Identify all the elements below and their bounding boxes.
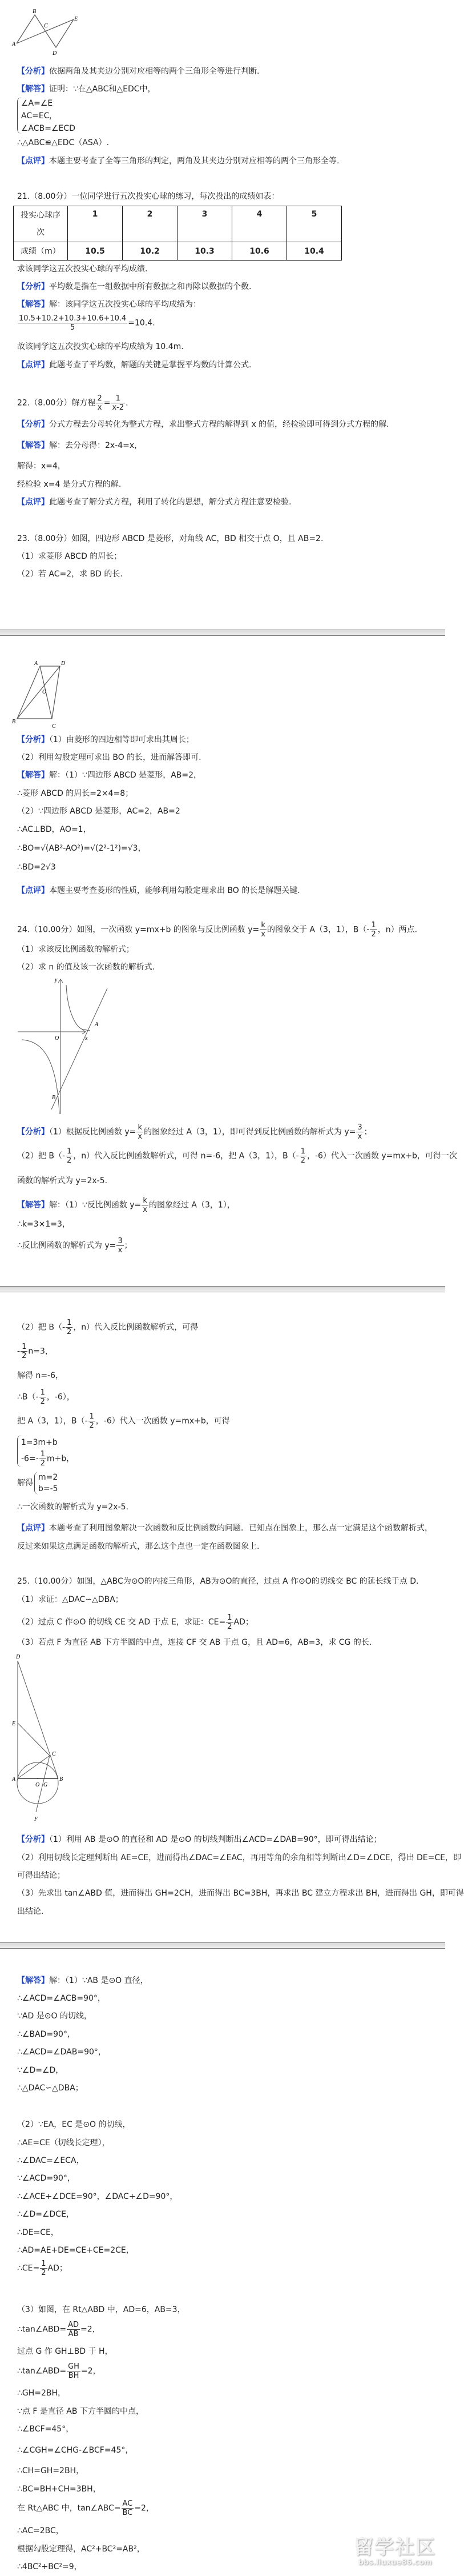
page-separator	[0, 1942, 445, 1949]
q25-part2: （2）过点 C 作⊙O 的切线 CE 交 AD 于点 E，求证：CE= $\frac{1}{2}$ AD；	[17, 1613, 253, 1631]
q23-analysis-2: （2）利用勾股定理可求出 BO 的长，进而解答即可.	[17, 753, 201, 762]
svg-text:D: D	[16, 1654, 21, 1660]
q25-final-equation: ∴4BC²+BC²=9，	[17, 2562, 82, 2571]
table-cell: 10.4	[287, 242, 342, 261]
q24-part1: （1）求该反比例函数的解析式；	[17, 945, 134, 954]
q25-step: （2）∵EA，EC 是⊙O 的切线，	[17, 2120, 131, 2129]
q25-step: ∴∠CGH=∠CHG-∠BCF=45°，	[17, 2446, 134, 2455]
q23-rhombus-figure	[10, 657, 73, 731]
table-row	[14, 242, 342, 261]
q25-analysis-3b: 出结论.	[17, 1907, 44, 1916]
q25-circle-figure	[10, 1654, 73, 1831]
q23-step: ∴BD=2√3	[17, 863, 56, 872]
svg-text:B: B	[33, 9, 37, 15]
q25-part3: （3）若点 F 为直径 AB 下方半圆的中点，连接 CF 交 AB 于点 G，且 AD=6，AB=3，求 CG 的长.	[17, 1638, 372, 1647]
q22-analysis: 【分析】分式方程去分母转化为整式方程，求出整式方程的解得到 x 的值，经检验即可得到分式方程的解.	[17, 420, 389, 429]
q25-step: ∴∠BCF=45°，	[17, 2425, 74, 2434]
q21-comment: 【点评】此题考查了平均数，解题的关键是掌握平均数的计算公式.	[17, 360, 252, 370]
q20-analysis: 【分析】依据两角及其夹边分别对应相等的两个三角形全等进行判断.	[17, 67, 260, 76]
q22-step1: 解得：x=4，	[17, 462, 66, 471]
q21-title: 21.（8.00分）一位同学进行五次投实心球的练习，每次投出的成绩如表：	[17, 192, 280, 201]
q25-step: ∴BC=BH+CH=3BH，	[17, 2485, 101, 2494]
q25-title: 25.（10.00分）如图，△ABC为⊙O的内接三角形，AB为⊙O的直径，过点 A 作⊙O的切线交 BC 的延长线于点 D.	[17, 1577, 419, 1586]
q25-step: ∴GH=2BH，	[17, 2389, 66, 2398]
svg-text:C: C	[44, 23, 48, 29]
table-cell: 4	[232, 206, 287, 242]
table-cell: 10.5	[68, 242, 123, 261]
q24-half-n-equation: - $\frac{1}{2}$ n=3，	[17, 1343, 53, 1360]
q25-step: ∵∠D=∠D，	[17, 2066, 64, 2075]
q25-ac-2bc: ∴AC=2BC，	[17, 2526, 64, 2535]
q21-question: 求该同学这五次投实心球的平均成绩.	[17, 265, 148, 274]
svg-text:y: y	[55, 977, 58, 983]
q24-answer-intro: 【解答】解：（1）∵反比例函数 y= $\frac{k}{x}$ 的图象经过 A（3，1），	[17, 1196, 235, 1214]
q25-analysis-3a: （3）先求出 tan∠ABD 值，进而得出 GH=2CH，进而得出 BC=3BH，再求出 BC 建立方程求出 BH，进而得出 GH，即可得	[17, 1889, 464, 1898]
svg-text:O: O	[55, 1035, 59, 1041]
q24-solve-label: 解得	[17, 1479, 33, 1488]
q24-solution-system: m=2 b=-5	[34, 1472, 58, 1495]
q25-step: ∴∠DAC=∠ECA，	[17, 2156, 84, 2165]
q24-analysis-2: （2）把 B（- $\frac{1}{2}$ ，n）代入反比例函数解析式，可得 n=-6，把 A（3，1），B（- $\frac{1}{2}$ ，-6）代入一次函数 y=mx+b，可得一次	[17, 1147, 457, 1165]
table-cell: 1	[68, 206, 123, 242]
q25-tan-abd-2: ∴tan∠ABD= $\frac{GH}{BH}$ =2，	[17, 2362, 101, 2380]
q21-formula: $\frac{10.5+10.2+10.3+10.6+10.4}{5}$ =10.4.	[19, 314, 155, 332]
q25-step: ∵点 F 是直径 AB 下方半圆的中点，	[17, 2407, 144, 2416]
q24-function-graph	[10, 977, 99, 1117]
q25-part1: （1）求证：△DAC∽△DBA；	[17, 1595, 123, 1604]
q24-analysis-1: 【分析】（1）根据反比例函数 y= $\frac{k}{x}$ 的图象经过 A（3，1），即可得到反比例函数的解析式为 y= $\frac{3}{x}$ ；	[17, 1123, 372, 1141]
svg-text:D: D	[61, 660, 66, 667]
q25-part3-intro: （3）如图，在 Rt△ABD 中，AD=6，AB=3，	[17, 2305, 185, 2314]
q25-step: ∴DE=CE，	[17, 2228, 59, 2237]
q25-step: ∴CH=GH=2BH，	[17, 2466, 84, 2475]
q24-solve-n: 解得 n=-6，	[17, 1371, 64, 1380]
q24-comment-1: 【点评】本题考查了利用图象解决一次函数和反比例函数的问题．已知点在图象上，那么点一定满足这个函数解析式，	[17, 1524, 433, 1533]
svg-text:B: B	[52, 1095, 56, 1101]
q25-step: ∴∠ACD=∠ACB=90°，	[17, 1994, 106, 2003]
q25-step: ∴∠D=∠DCE，	[17, 2210, 74, 2219]
q22-answer-intro: 【解答】解：去分母得：2x-4=x，	[17, 441, 143, 450]
q23-part1: （1）求菱形 ABCD 的周长；	[17, 552, 122, 561]
table-cell: 10.2	[123, 242, 177, 261]
svg-text:A: A	[12, 41, 16, 47]
q23-step: ∴菱形 ABCD 的周长=2×4=8；	[17, 789, 134, 798]
table-row	[14, 206, 342, 242]
q24-conclusion: ∴一次函数的解析式为 y=2x-5.	[17, 1503, 128, 1512]
q25-analysis-2b: 可得出结论；	[17, 1871, 65, 1880]
table-header-cell: 成绩（m）	[14, 242, 68, 261]
q25-analysis-2a: （2）利用切线长定理判断出 AE=CE，进而得出∠DAC=∠EAC，再用等角的余角相等判断出∠D=∠DCE，得出 DE=CE，即	[17, 1853, 461, 1862]
q24-equation-system: 1=3m+b -6=- $\frac{1}{2}$ m+b，	[17, 1435, 74, 1467]
q21-answer-intro: 【解答】解：该同学这五次投实心球的平均成绩为：	[17, 300, 201, 309]
q20-answer-intro: 【解答】证明：∵在△ABC和△EDC中，	[17, 85, 156, 94]
q25-ce-result: ∴CE= $\frac{1}{2}$ AD；	[17, 2259, 67, 2277]
q25-step: ∴△DAC∽△DBA；	[17, 2084, 83, 2093]
svg-text:A: A	[34, 660, 38, 667]
q25-perpendicular: 过点 G 作 GH⊥BD 于 H，	[17, 2347, 113, 2356]
q20-comment: 【点评】本题主要考查了全等三角形的判定，两角及其夹边分别对应相等的两个三角形全等.	[17, 157, 340, 166]
q22-step2: 经检验 x=4 是分式方程的解.	[17, 480, 122, 489]
table-cell: 5	[287, 206, 342, 242]
q24-title: 24.（10.00分）如图，一次函数 y=mx+b 的图象与反比例函数 y= $\frac{k}{x}$ 的图象交于 A（3，1），B（- $\frac{1}{2}$ ，n）两点.	[17, 921, 418, 939]
table-cell: 3	[177, 206, 232, 242]
q24-inverse-function: ∴反比例函数的解析式为 y= $\frac{3}{x}$ ；	[17, 1237, 132, 1255]
table-header-cell: 投实心球序 次	[14, 206, 68, 242]
q25-step: ∴∠ACE+∠DCE=90°，∠DAC+∠D=90°，	[17, 2192, 178, 2201]
q24-analysis-2b: 函数的解析式为 y=2x-5.	[17, 1176, 108, 1185]
svg-text:O: O	[35, 1782, 40, 1788]
svg-text:A: A	[95, 1021, 99, 1028]
table-cell: 10.6	[232, 242, 287, 261]
q25-step: ∵AD 是⊙O 的切线，	[17, 2012, 92, 2021]
svg-text:D: D	[53, 50, 57, 57]
q25-answer-intro: 【解答】解：（1）∵AB 是⊙O 直径，	[17, 1976, 148, 1985]
q24-part2-answer: （2）把 B（- $\frac{1}{2}$ ，n）代入反比例函数解析式，可得	[17, 1319, 199, 1336]
svg-text:C: C	[52, 723, 56, 730]
q21-analysis: 【分析】平均数是指在一组数据中所有数据之和再除以数据的个数.	[17, 282, 252, 291]
svg-text:O: O	[42, 689, 47, 695]
page-separator	[0, 630, 445, 636]
q25-step: ∵∠ACD=90°，	[17, 2174, 75, 2183]
q24-substitution: 把 A（3，1），B（- $\frac{1}{2}$ ，-6）代入一次函数 y=mx+b，可得	[17, 1412, 230, 1430]
q21-conclusion: 故该同学这五次投实心球的平均成绩为 10.4m.	[17, 342, 184, 351]
svg-text:B: B	[12, 719, 16, 725]
q25-tan-abc: 在 Rt△ABC 中，tan∠ABC= $\frac{AC}{BC}$ =2，	[17, 2499, 154, 2517]
q23-answer-intro: 【解答】解：（1）∵四边形 ABCD 是菱形，AB=2，	[17, 771, 202, 780]
q25-pythagorean: 根据勾股定理得，AC²+BC²=AB²，	[17, 2545, 145, 2554]
q25-step: ∴AE=CE（切线长定理），	[17, 2138, 110, 2148]
svg-text:G: G	[43, 1782, 48, 1788]
svg-text:A: A	[12, 1776, 16, 1782]
table-cell: 10.3	[177, 242, 232, 261]
svg-text:F: F	[34, 1816, 38, 1822]
q21-score-table	[13, 206, 342, 261]
q23-step: （2）∵四边形 ABCD 是菱形，AC=2，AB=2	[17, 807, 180, 816]
q24-k-value: ∴k=3×1=3，	[17, 1220, 70, 1229]
q24-point-b: ∴B（- $\frac{1}{2}$ ，-6），	[17, 1388, 75, 1406]
watermark-logo: 留学社区 bbs.liuxue86.com	[354, 2536, 436, 2567]
svg-text:E: E	[12, 1721, 16, 1727]
q22-comment: 【点评】此题考查了解分式方程，利用了转化的思想，解分式方程注意要检验.	[17, 498, 292, 507]
q24-comment-2: 反过来如果这点满足函数的解析式，那么这个点也一定在函数图象上.	[17, 1542, 260, 1551]
q25-step: ∴AD=AE+DE=CE+CE=2CE，	[17, 2246, 134, 2255]
q23-step: ∴BO=√(AB²-AO²)=√(2²-1²)=√3，	[17, 844, 146, 853]
q23-comment: 【点评】本题主要考查菱形的性质，能够利用勾股定理求出 BO 的长是解题关键.	[17, 886, 300, 895]
page-separator	[0, 1286, 445, 1292]
q20-conclusion: ∴△ABC≌△EDC（ASA）.	[17, 138, 110, 147]
analysis-label: 【分析】	[17, 67, 49, 76]
q23-title: 23.（8.00分）如图，四边形 ABCD 是菱形，对角线 AC，BD 相交于点 O，且 AB=2.	[17, 534, 324, 543]
svg-text:B: B	[59, 1776, 63, 1782]
q25-tan-abd: ∴tan∠ABD= $\frac{AD}{AB}$ =2，	[17, 2321, 100, 2338]
table-cell: 2	[123, 206, 177, 242]
q20-equation-system: ∠A=∠E AC=EC ∠ACB=∠ECD	[17, 97, 75, 134]
q23-step: ∴AC⊥BD，AO=1，	[17, 825, 91, 834]
q25-analysis-1: 【分析】（1）利用 AB 是⊙O 的直径和 AD 是⊙O 的切线判断出∠ACD=∠DAB=90°，即可得出结论；	[17, 1835, 382, 1844]
q22-title: 22.（8.00分）解方程 $\frac{2}{x}$ = $\frac{1}{x-2}$ .	[17, 394, 128, 412]
answer-label: 【解答】	[17, 85, 49, 94]
q20-system-comma: ，	[49, 111, 57, 121]
q25-step: ∴∠BAD=90°，	[17, 2030, 75, 2039]
q23-part2: （2）若 AC=2，求 BD 的长.	[17, 570, 123, 579]
q24-part2: （2）求 n 的值及该一次函数的解析式.	[17, 963, 155, 972]
svg-text:C: C	[52, 1751, 56, 1757]
q23-analysis-1: 【分析】（1）由菱形的四边相等即可求出其周长；	[17, 735, 194, 744]
comment-label: 【点评】	[17, 157, 49, 166]
q20-triangles-figure	[10, 6, 84, 57]
svg-text:E: E	[74, 16, 78, 22]
svg-text:x: x	[85, 1035, 88, 1041]
q25-step: ∴∠ACD=∠DAB=90°，	[17, 2048, 106, 2057]
